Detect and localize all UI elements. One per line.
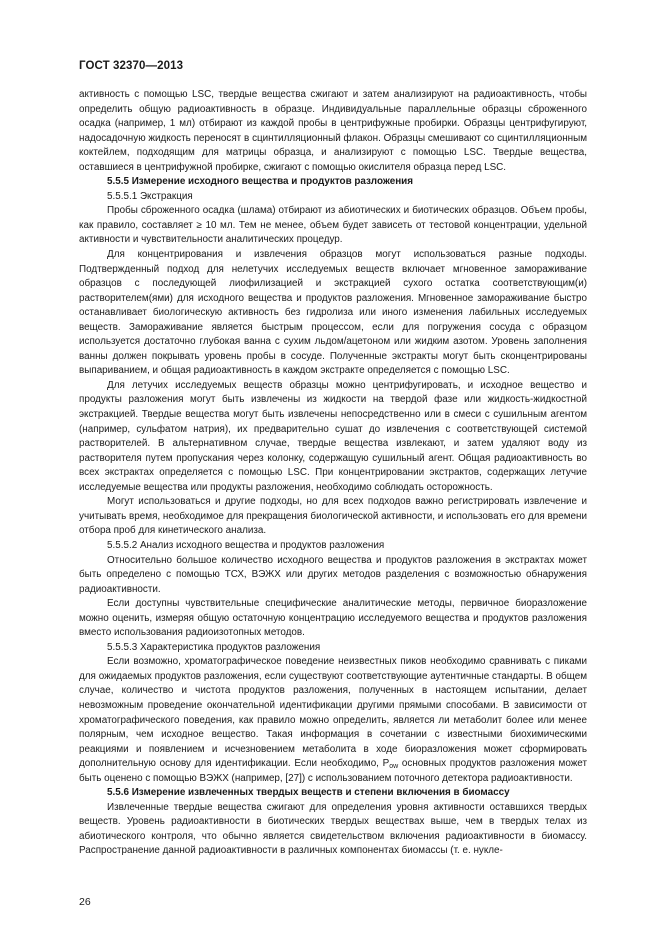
paragraph: Относительно большое количество исходного вещества и продуктов разложения в экстрактах может быть определено с помощью ТСХ, ВЭЖХ или других методов разделения с возможностью обнаружения радиоактивности. [79,554,587,595]
paragraph: Пробы сброженного осадка (шлама) отбирают из абиотических и биотических образцов. Объем пробы, как правило, составляет ≥ 10 мл. Тем не менее, объем будет зависеть от тестовой концентрации, удельной активности и чувствительности аналитических процедур. [79,205,587,246]
paragraph: Если доступны чувствительные специфические аналитические методы, первичное биоразложение можно оценить, измеряя общую остаточную концентрацию исследуемого вещества и продуктов разложения вместо использования радиоизотопных методов. [79,598,587,639]
document-body [79,88,587,859]
section-heading-5-5-6: 5.5.6 Измерение извлеченных твердых веществ и степени включения в биомассу [107,787,510,799]
paragraph: Могут использоваться и другие подходы, но для всех подходов важно регистрировать извлечение и учитывать время, необходимое для прекращения биологической активности, и использовать его для времени отбора проб для кинетического анализа. [79,496,587,537]
document-header: ГОСТ 32370—2013 [79,60,184,72]
paragraph: Для летучих исследуемых веществ образцы можно центрифугировать, и исходное вещество и продукты разложения могут быть извлечены из жидкости на твердой фазе или жидкость-жидкостной экстракцией. Твердые вещества могут быть извлечены непосредственно или в смеси с сушильным агентом (например, сульфатом натрия), их предварительно сушат до извлечения с соответствующей системой растворителей. В альтернативном случае, твердые вещества извлекают, и затем удаляют воду из растворителя путем пропускания через колонку, содержащую сушильный агент. Общая радиоактивность во всех экстрактах определяется с помощью LSC. При концентрировании экстрактов, содержащих летучие исследуемые вещества или продукты разложения, необходимо соблюдать осторожность. [79,379,587,493]
paragraph-text-part: Если возможно, хроматографическое поведение неизвестных пиков необходимо сравнивать с пиками для ожидаемых продуктов разложения, если существуют соответствующие аутентичные стандарты. В общем случае, количество и чистота продуктов разложения, полученных в настоящем испытании, делает невозможным проведение окончательной идентификации другими прямыми способами. В зависимости от хроматографического поведения, как правило можно определить, является ли метаболит более или менее полярным, чем исходное вещество. Такая информация в сочетании с известными биохимическими реакциями и появлением и исчезновением метаболита в ходе биоразложения может сформировать дополнительную основу для идентификации. Если необходимо, P [79,656,587,770]
paragraph-text-part: основных продуктов разложения может быть оценено с помощью ВЭЖХ (например, [27]) с использованием поточного детектора радиоактивности. [79,758,587,784]
paragraph-continued: активность с помощью LSC, твердые вещества сжигают и затем анализируют на радиоактивность, чтобы определить общую радиоактивность в образце. Индивидуальные параллельные образцы сброженного осадка (например, 1 мл) отбирают из каждой пробы в центрифужные пробирки. Образцы центрифугируют, надосадочную жидкость переносят в сцинтилляционный флакон. Образцы смешивают со сцинтилляционным коктейлем, подходящим для матрицы образца, и анализируют с помощью LSC. Твердые вещества, оставшиеся в центрифужной пробирке, сжигают с помощью окислителя образца перед LSC. [79,89,587,173]
subscript-ow: ow [389,763,399,771]
page-number: 26 [79,896,91,908]
section-heading-5-5-5: 5.5.5 Измерение исходного вещества и продуктов разложения [107,176,414,188]
paragraph: Извлеченные твердые вещества сжигают для определения уровня активности оставшихся твердых веществ. Уровень радиоактивности в биотических твердых веществах выше, чем в твердых телах из абиотического контроля, что обычно является свидетельством включения радиоактивности в биомассу. Распространение данной радиоактивности в различных компонентах биомассы (т. е. нукле- [79,801,587,857]
subsection-heading-5-5-5-3: 5.5.5.3 Характеристика продуктов разложения [107,641,321,653]
paragraph: Для концентрирования и извлечения образцов могут использоваться разные подходы. Подтвержденный подход для нелетучих исследуемых веществ включает мгновенное замораживание образцов с последующей лиофилизацией и экстракцией сухого остатка соответствующим(и) растворителем(ями) для исходного вещества и продуктов разложения. Мгновенное замораживание быстро останавливает биологическую активность без гидролиза или иного изменения лабильных исследуемых веществ. Замораживание является быстрым процессом, если для погружения сосуда с образцом используется достаточно глубокая ванна с сухим льдом/ацетоном или жидким азотом. Уровень заполнения ванны должен покрывать уровень пробы в сосуде. Полученные экстракты могут быть сконцентрированы выпариванием, и общая радиоактивность в каждом экстракте определяется с помощью LSC. [79,249,587,377]
subsection-heading-5-5-5-1: 5.5.5.1 Экстракция [107,190,193,202]
paragraph-with-subscript [79,655,587,786]
subsection-heading-5-5-5-2: 5.5.5.2 Анализ исходного вещества и продуктов разложения [107,539,385,551]
